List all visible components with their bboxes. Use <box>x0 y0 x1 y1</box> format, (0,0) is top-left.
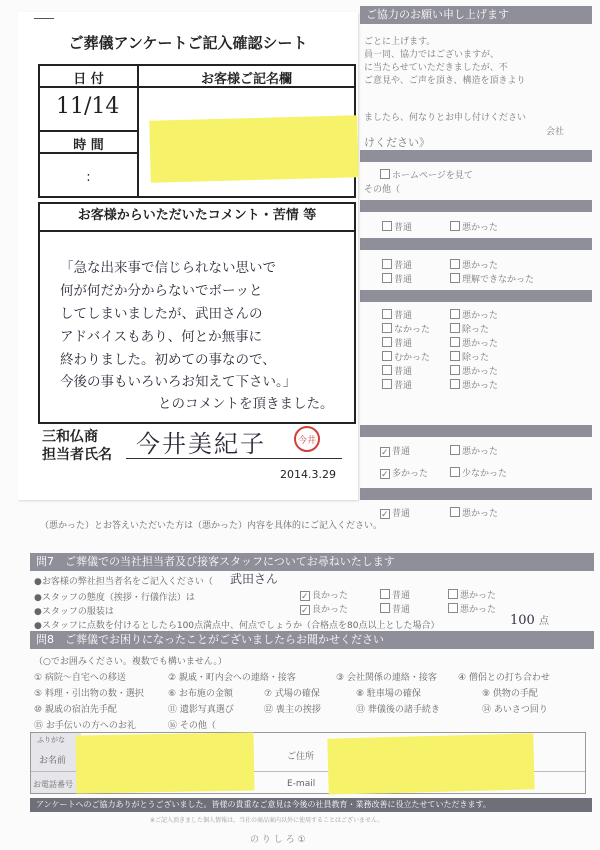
comment-line: してしまいましたが、武田さんの <box>60 306 263 322</box>
section-hint: けください》 <box>364 136 430 149</box>
q7-score-question: ●スタッフに点数を付けるとしたら100点満点中、何点でしょうか（合格点を80点以上とした場合） <box>34 621 440 631</box>
q8-note: （○でお囲みください。複数でも構いません。） <box>34 657 227 667</box>
time-label: 時 間 <box>73 138 104 153</box>
option-normal[interactable]: 普通 <box>382 378 412 391</box>
q8-option[interactable]: ③ 会社関係の連絡・接客 <box>336 673 437 683</box>
q7-manner: ●スタッフの態度（挨拶・行儀作法）は <box>34 593 195 603</box>
redaction-highlight <box>327 733 534 794</box>
q8-option[interactable]: ⑪ 遺影写真選び <box>168 705 234 715</box>
option-bad[interactable]: 悪かった <box>450 308 498 321</box>
q7-bar-text: 問7 ご葬儀での当社担当者及び接客スタッフについてお尋ねいたします <box>36 555 395 568</box>
privacy-note: ※ご記入頂きました個人情報は、当社の商品案内以外に使用することはございません。 <box>150 817 384 824</box>
intro-line: ごとに上げます。 <box>364 37 436 47</box>
option-muka[interactable]: むかった <box>382 350 430 363</box>
confirmation-sheet <box>18 12 358 500</box>
option-many-checked[interactable]: ✓ 多かった <box>381 469 429 480</box>
option-cannot[interactable]: 理解できなかった <box>450 272 534 285</box>
comment-line: 今後の事もいろいろお知えて下さい。」 <box>60 374 297 390</box>
q8-option[interactable]: ⑨ 供物の手配 <box>482 689 538 699</box>
q8-option[interactable]: ⑮ お手伝いの方へのお礼 <box>34 721 136 731</box>
survey-header-text: ご協力のお願い申し上げます <box>366 8 509 21</box>
survey-header-bar <box>360 6 592 24</box>
q7-dress-normal[interactable]: 普通 <box>380 602 410 615</box>
question-bar <box>360 290 592 302</box>
q7-score[interactable]: 100 点 <box>510 613 549 628</box>
footer-text: の り し ろ ① <box>250 835 306 845</box>
intro-line: 員一同、協力ではございますが、 <box>364 50 500 60</box>
option-yes[interactable]: 除った <box>450 350 489 363</box>
option-bad[interactable]: 悪かった <box>450 220 498 233</box>
company-name: 三和仏商 <box>42 429 98 445</box>
option-bad[interactable]: 悪かった <box>450 336 498 349</box>
phone-label: お電話番号 <box>33 780 73 789</box>
furigana-label: ふりがな <box>37 736 65 744</box>
name-label: お名前 <box>39 756 67 766</box>
q8-option[interactable]: ⑧ 駐車場の確保 <box>356 689 421 699</box>
option-other[interactable]: その他（ <box>364 185 401 195</box>
comment-line: 終わりました。初めての事なので、 <box>60 352 276 368</box>
option-none[interactable]: なかった <box>382 322 430 335</box>
sheet-title: ご葬儀アンケートご記入確認シート <box>68 34 308 52</box>
address-label: ご住所 <box>287 752 315 762</box>
intro-line: ましたら、何なりとお申し付けください <box>364 113 527 123</box>
question-bar <box>360 425 592 437</box>
redaction-highlight <box>149 115 359 182</box>
date-value[interactable]: 11/14 <box>56 94 120 119</box>
q8-bar-text: 問8 ご葬儀でお困りになったことがございましたらお聞かせください <box>36 633 384 646</box>
sheet-date: 2014.3.29 <box>280 468 336 481</box>
option-bad[interactable]: 悪かった <box>450 258 498 271</box>
q7-dress-bad[interactable]: 悪かった <box>448 602 496 615</box>
staff-label: 担当者氏名 <box>42 447 112 463</box>
q8-bar <box>30 631 594 649</box>
q7-dress: ●スタッフの服装は <box>34 607 114 617</box>
comment-line: とのコメントを頂きました。 <box>158 396 334 412</box>
corner-mark <box>34 18 54 19</box>
option-homepage[interactable]: ホームページを見て <box>380 168 473 181</box>
company-sign: 会社 <box>546 127 565 137</box>
option-normal[interactable]: 普通 <box>382 364 412 377</box>
intro-line: ご意見や、ご声を頂き、構造を頂きより <box>364 76 526 86</box>
signature-underline <box>126 458 342 459</box>
thanks-bar <box>30 798 592 812</box>
option-normal-checked[interactable]: ✓ 普通 <box>381 509 411 520</box>
q6-note: （悪かった）とお答えいただいた方は（悪かった）内容を具体的にご記入ください。 <box>40 521 383 531</box>
q8-option[interactable]: ⑤ 料理・引出物の数・選択 <box>34 689 144 699</box>
option-normal[interactable]: 普通 <box>382 272 412 285</box>
thanks-text: アンケートへのご協力ありがとうございました。皆様の貴重なご意見は今後の社員教育・業務改善に役立たせていただきます。 <box>36 800 491 809</box>
q7-handwritten-name[interactable]: 武田さん <box>230 572 279 586</box>
q8-option[interactable]: ② 親戚・町内会への連絡・接客 <box>168 673 296 683</box>
date-label: 日 付 <box>73 72 104 87</box>
name-label: お客様ご記名欄 <box>200 72 292 87</box>
q8-option[interactable]: ⑯ その他（ <box>168 721 216 731</box>
q7-manner-bad[interactable]: 悪かった <box>448 588 496 601</box>
option-few[interactable]: 少なかった <box>450 466 507 479</box>
q7-manner-good[interactable]: ✓ 良かった <box>301 591 349 602</box>
question-bar <box>360 488 592 500</box>
option-yes[interactable]: 除った <box>450 322 489 335</box>
option-bad[interactable]: 悪かった <box>450 364 498 377</box>
comment-line: 何が何だか分からないでボーッと <box>60 283 263 299</box>
option-normal-checked[interactable]: ✓ 普通 <box>381 447 411 458</box>
option-normal[interactable]: 普通 <box>382 308 412 321</box>
intro-line: に当たらせていただきましたが、不 <box>364 63 508 73</box>
comment-heading: お客様からいただいたコメント・苦情 等 <box>77 208 317 223</box>
q7-manner-normal[interactable]: 普通 <box>380 588 410 601</box>
q7-bar <box>30 553 594 571</box>
q8-option[interactable]: ④ 僧侶との打ち合わせ <box>458 673 550 683</box>
seal-stamp: 今井 <box>294 426 320 452</box>
question-bar <box>360 238 592 250</box>
q8-option[interactable]: ① 病院〜自宅への移送 <box>34 673 126 683</box>
question-bar <box>360 150 592 162</box>
question-bar <box>360 200 592 212</box>
option-normal[interactable]: 普通 <box>382 258 412 271</box>
option-bad[interactable]: 悪かった <box>450 444 498 457</box>
option-normal[interactable]: 普通 <box>382 220 412 233</box>
option-bad[interactable]: 悪かった <box>450 506 498 519</box>
comment-line: 「急な出来事で信じられない思いで <box>60 260 276 276</box>
comment-line: アドバイスもあり、何とか無事に <box>60 329 263 345</box>
q8-option[interactable]: ⑬ 葬儀後の諸手続き <box>356 705 440 715</box>
q8-option[interactable]: ⑩ 親戚の宿泊先手配 <box>34 705 117 715</box>
q8-option[interactable]: ⑫ 喪主の挨拶 <box>264 705 321 715</box>
q7-staff-name: ●お客様の弊社担当者名をご記入ください（ <box>34 577 213 587</box>
option-normal[interactable]: 普通 <box>382 336 412 349</box>
email-label: E-mail <box>287 779 316 789</box>
time-colon: : <box>86 170 91 185</box>
q8-option[interactable]: ⑦ 式場の確保 <box>264 689 320 699</box>
survey-form-right <box>360 0 592 845</box>
comment-box <box>38 202 356 424</box>
option-bad[interactable]: 悪かった <box>450 378 498 391</box>
redaction-highlight <box>76 732 255 793</box>
q8-option[interactable]: ⑭ あいさつ回り <box>482 705 548 715</box>
q7-dress-good[interactable]: ✓ 良かった <box>301 605 349 616</box>
staff-signature[interactable]: 今井美紀子 <box>136 430 266 458</box>
q8-option[interactable]: ⑥ お布施の金額 <box>168 689 233 699</box>
